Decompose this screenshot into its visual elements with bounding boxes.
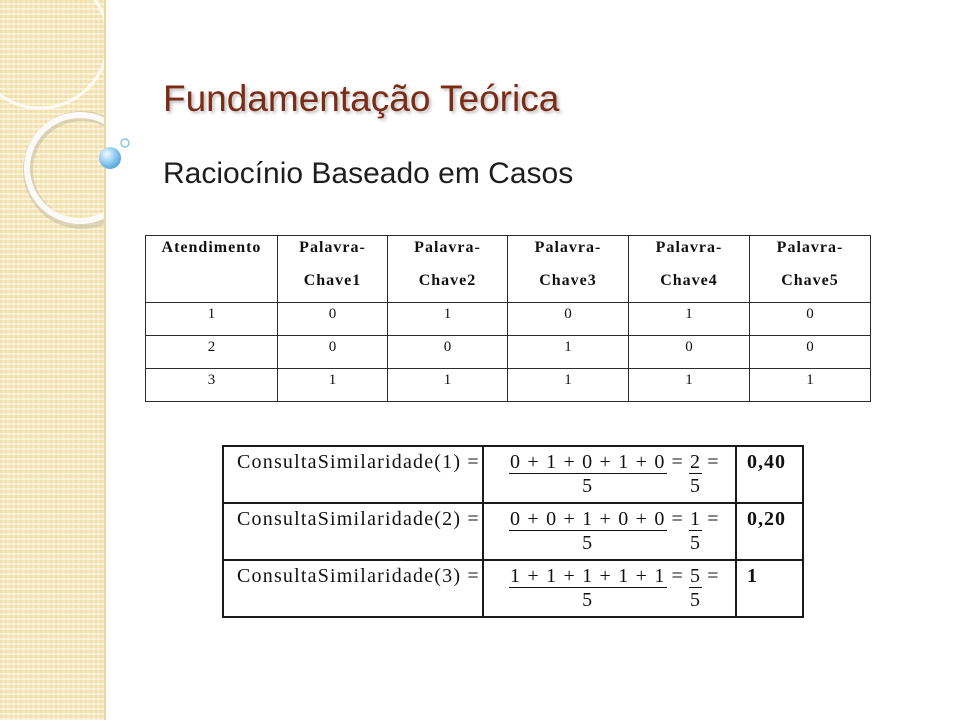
sum-denominator: 5 — [582, 589, 594, 611]
table-row — [146, 336, 871, 369]
similarity-result: 0,40 — [736, 446, 803, 503]
similarity-result: 0,20 — [736, 503, 803, 560]
ratio-fraction — [689, 452, 702, 498]
equals-sign: = — [707, 508, 720, 530]
similarity-label: ConsultaSimilaridade(2) = — [223, 503, 483, 560]
table-cell: 1 — [388, 369, 508, 402]
table-cell: 1 — [629, 303, 750, 336]
header-palavra-chave2 — [388, 236, 508, 303]
header-atendimento — [146, 236, 278, 303]
table-cell: 0 — [508, 303, 629, 336]
equals-sign: = — [707, 565, 720, 587]
sum-fraction — [509, 452, 667, 498]
header-palavra-chave3 — [508, 236, 629, 303]
sum-denominator: 5 — [582, 475, 594, 497]
ratio-numerator: 2 — [690, 451, 702, 473]
header-label: Palavra- — [414, 239, 481, 256]
table-cell: 1 — [278, 369, 388, 402]
header-label: Chave3 — [539, 272, 597, 289]
fraction-expression — [509, 509, 735, 555]
similarity-label: ConsultaSimilaridade(1) = — [223, 446, 483, 503]
table-cell: 1 — [508, 336, 629, 369]
decorative-ring — [27, 115, 104, 221]
fraction-expression — [509, 452, 735, 498]
equals-sign: = — [707, 451, 720, 473]
table-cell: 0 — [750, 336, 871, 369]
fraction-expression — [509, 566, 735, 612]
blue-bead — [99, 147, 121, 169]
sum-numerator: 0 + 0 + 1 + 0 + 0 — [510, 508, 666, 530]
header-palavra-chave4 — [629, 236, 750, 303]
similarity-expression — [483, 560, 736, 617]
slide-subtitle: Raciocínio Baseado em Casos — [163, 157, 574, 190]
keyword-table-header-row — [146, 236, 871, 303]
header-palavra-chave1 — [278, 236, 388, 303]
sum-fraction — [509, 509, 667, 555]
table-cell: 0 — [629, 336, 750, 369]
table-cell: 1 — [508, 369, 629, 402]
ratio-denominator: 5 — [690, 589, 702, 611]
similarity-label: ConsultaSimilaridade(3) = — [223, 560, 483, 617]
decorative-ring-icon — [0, 0, 104, 720]
similarity-expression — [483, 446, 736, 503]
decorative-sidebar — [0, 0, 106, 720]
blue-bead-icon — [96, 132, 136, 172]
header-label: Chave5 — [781, 272, 839, 289]
ratio-numerator: 1 — [690, 508, 702, 530]
decorative-ring-large — [0, 0, 104, 108]
ratio-denominator: 5 — [690, 475, 702, 497]
sum-numerator: 0 + 1 + 0 + 1 + 0 — [510, 451, 666, 473]
header-palavra-chave5 — [750, 236, 871, 303]
similarity-row — [223, 446, 803, 503]
similarity-expression — [483, 503, 736, 560]
table-cell: 0 — [750, 303, 871, 336]
header-label: Palavra- — [534, 239, 602, 256]
header-label: Palavra- — [299, 239, 366, 256]
table-cell: 0 — [278, 303, 388, 336]
header-label: Atendimento — [161, 239, 262, 256]
table-cell: 0 — [278, 336, 388, 369]
ratio-denominator: 5 — [690, 532, 702, 554]
table-cell: 1 — [146, 303, 278, 336]
ratio-numerator: 5 — [690, 565, 702, 587]
sum-numerator: 1 + 1 + 1 + 1 + 1 — [510, 565, 666, 587]
header-label: Chave4 — [660, 272, 718, 289]
header-label: Palavra- — [655, 239, 723, 256]
similarity-table — [222, 445, 804, 618]
ratio-fraction — [689, 509, 702, 555]
similarity-row — [223, 560, 803, 617]
sum-fraction — [509, 566, 667, 612]
header-label: Palavra- — [776, 239, 844, 256]
table-cell: 3 — [146, 369, 278, 402]
equals-sign: = — [671, 508, 685, 530]
header-label: Chave2 — [418, 272, 477, 289]
similarity-row — [223, 503, 803, 560]
table-cell: 0 — [388, 336, 508, 369]
table-row — [146, 369, 871, 402]
table-cell: 1 — [750, 369, 871, 402]
equals-sign: = — [671, 565, 685, 587]
table-cell: 1 — [629, 369, 750, 402]
table-row — [146, 303, 871, 336]
ratio-fraction — [689, 566, 702, 612]
header-label: Chave1 — [303, 272, 362, 289]
small-ring — [121, 139, 129, 147]
table-cell: 1 — [388, 303, 508, 336]
equals-sign: = — [671, 451, 685, 473]
table-cell: 2 — [146, 336, 278, 369]
keyword-table — [145, 235, 871, 402]
slide-title: Fundamentação Teórica — [163, 78, 560, 119]
similarity-result: 1 — [736, 560, 803, 617]
sum-denominator: 5 — [582, 532, 594, 554]
